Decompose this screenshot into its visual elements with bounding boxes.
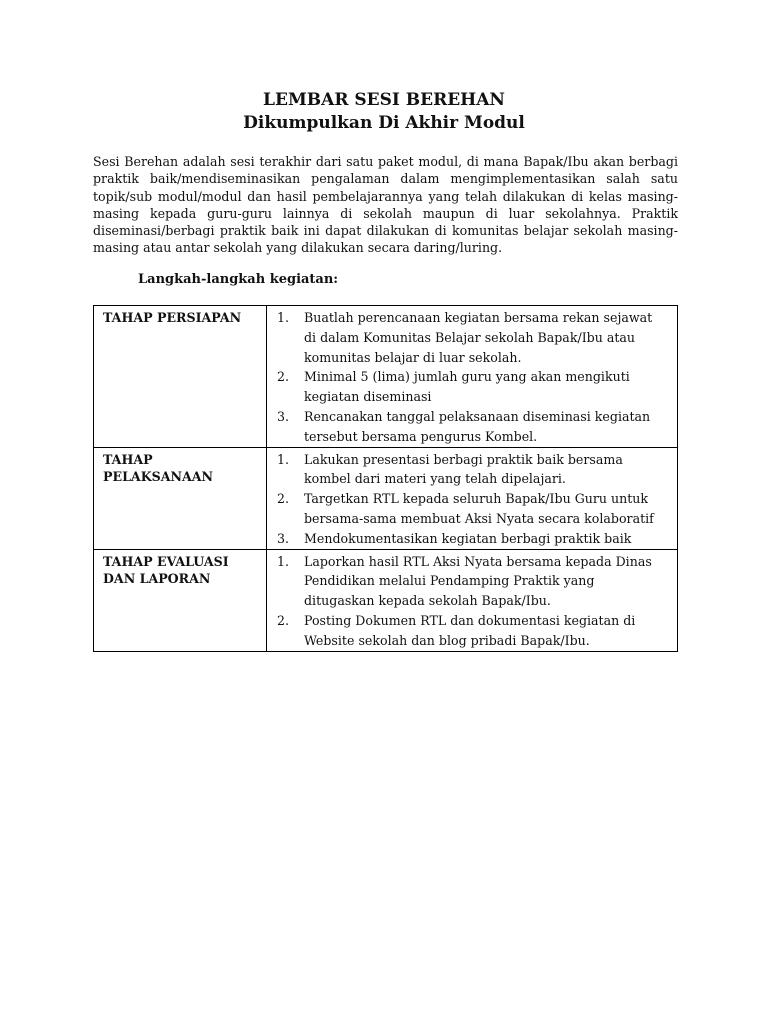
item-text: Lakukan presentasi berbagi praktik baik bersama kombel dari materi yang telah dipelajari. bbox=[304, 451, 623, 487]
steps-heading: Langkah-langkah kegiatan: bbox=[138, 272, 339, 287]
stage-items-cell bbox=[267, 549, 678, 651]
item-text: Mendokumentasikan kegiatan berbagi praktik baik bbox=[304, 530, 632, 546]
stage-items-list bbox=[277, 450, 671, 549]
stage-label: TAHAP PERSIAPAN bbox=[103, 310, 242, 325]
item-number: 2. bbox=[277, 369, 290, 385]
list-item bbox=[277, 552, 671, 611]
item-number: 3. bbox=[277, 530, 290, 546]
document-subtitle: Dikumpulkan Di Akhir Modul bbox=[243, 113, 525, 133]
list-item bbox=[277, 450, 671, 490]
item-text: Minimal 5 (lima) jumlah guru yang akan mengikuti kegiatan diseminasi bbox=[304, 369, 630, 405]
item-number: 1. bbox=[277, 310, 290, 325]
list-item bbox=[277, 407, 671, 447]
stage-label-cell bbox=[94, 549, 267, 651]
stage-label-cell bbox=[94, 447, 267, 549]
intro-paragraph: Sesi Berehan adalah sesi terakhir dari satu paket modul, di mana Bapak/Ibu akan berbagi praktik baik/mendiseminasikan pengalaman dalam mengimplementasikan salah satu topik/sub modul/modul dan hasil pembelajarannya yang telah dilakukan di kelas masing-masing kepada guru-guru lainnya di sekolah maupun di luar sekolahnya. Praktik diseminasi/berbagi praktik baik ini dapat dilakukan di komunitas belajar sekolah masing-masing atau antar sekolah yang dilakukan secara daring/luring. bbox=[93, 154, 678, 256]
list-item bbox=[277, 529, 671, 549]
list-item bbox=[277, 611, 671, 651]
stage-items-list bbox=[277, 308, 671, 447]
list-item bbox=[277, 308, 671, 367]
stage-label: TAHAP EVALUASI DAN LAPORAN bbox=[103, 553, 229, 586]
stage-items-cell bbox=[267, 447, 678, 549]
stage-row bbox=[94, 306, 678, 448]
stage-label-cell bbox=[94, 306, 267, 448]
item-text: Targetkan RTL kepada seluruh Bapak/Ibu Guru untuk bersama-sama membuat Aksi Nyata secara kolaboratif bbox=[304, 491, 654, 526]
item-text: Posting Dokumen RTL dan dokumentasi kegiatan di Website sekolah dan blog pribadi Bapak/Ibu. bbox=[304, 612, 636, 648]
item-number: 3. bbox=[277, 408, 290, 424]
item-number: 1. bbox=[277, 553, 290, 569]
item-number: 2. bbox=[277, 491, 290, 507]
item-text: Buatlah perencanaan kegiatan bersama rekan sejawat di dalam Komunitas Belajar sekolah Bapak/Ibu atau komunitas belajar di luar sekolah. bbox=[304, 310, 653, 365]
item-number: 2. bbox=[277, 612, 290, 628]
list-item bbox=[277, 367, 671, 407]
stage-row bbox=[94, 447, 678, 549]
stage-items-list bbox=[277, 552, 671, 651]
stage-items-cell bbox=[267, 306, 678, 448]
steps-table bbox=[93, 305, 678, 652]
stage-row bbox=[94, 549, 678, 651]
document-title: LEMBAR SESI BEREHAN bbox=[263, 90, 505, 110]
item-text: Rencanakan tanggal pelaksanaan diseminasi kegiatan tersebut bersama pengurus Kombel. bbox=[304, 408, 651, 444]
item-text: Laporkan hasil RTL Aksi Nyata bersama kepada Dinas Pendidikan melalui Pendamping Praktik yang ditugaskan kepada sekolah Bapak/Ibu. bbox=[304, 553, 652, 609]
stage-label: TAHAP PELAKSANAAN bbox=[103, 451, 214, 484]
list-item bbox=[277, 489, 671, 529]
item-number: 1. bbox=[277, 451, 290, 467]
